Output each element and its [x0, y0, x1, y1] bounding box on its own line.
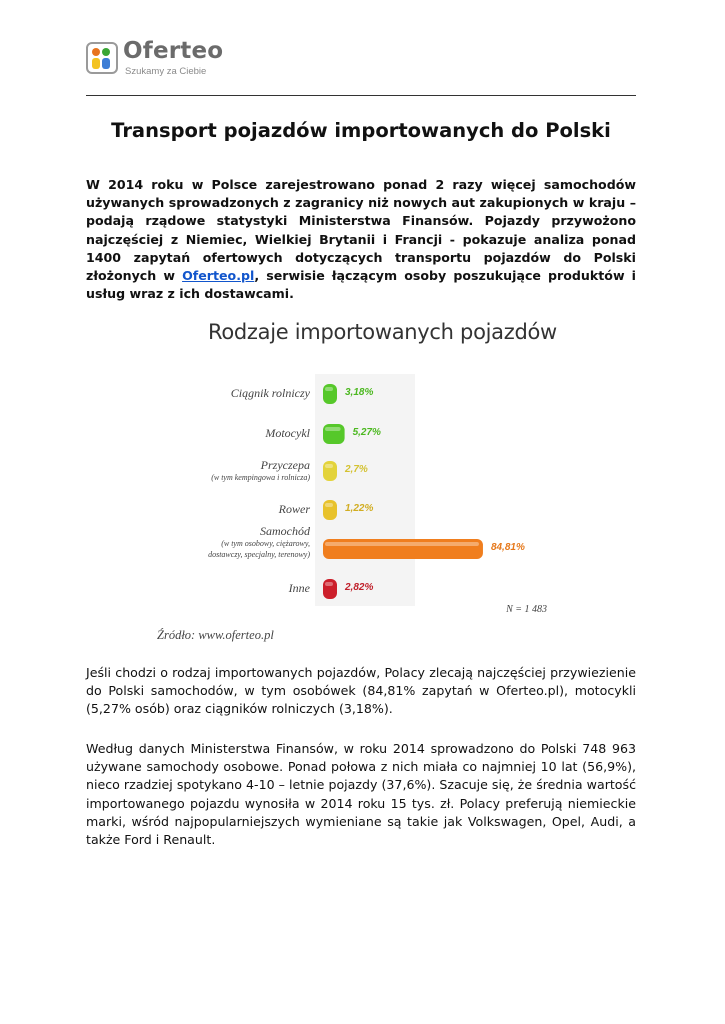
page-title: Transport pojazdów importowanych do Polski	[111, 119, 611, 142]
logo-tagline: Szukamy za Ciebie	[125, 66, 207, 77]
oferteo-link[interactable]: Oferteo.pl	[182, 268, 255, 284]
bar-value-label: 2,7%	[345, 464, 368, 475]
logo-people-icon	[86, 42, 118, 74]
bar-0	[323, 384, 337, 404]
bar-3	[323, 500, 337, 520]
paragraph-2: Według danych Ministerstwa Finansów, w roku 2014 sprowadzono do Polski 748 963 używane samochody osobowe. Ponad połowa z nich miała co najmniej 10 lat (56,9%), nieco rzadziej spotykano 4-10 – letnie pojazdy (37,6%). Szacuje się, że średnia wartość importowanego pojazdu wynosiła w 2014 roku 15 tys. zł. Polacy preferują niemieckie marki, wśród najpopularniejszych wymieniane są takie jak Volkswagen, Opel, Audi, a także Ford i Renault.	[86, 741, 636, 848]
bar-value-label: 84,81%	[490, 542, 525, 553]
lead-text-before: W 2014 roku w Polsce zarejestrowano ponad 2 razy więcej samochodów używanych sprowadzonych z zagranicy niż nowych aut zakupionych w kraju – podają rządowe statystyki Ministerstwa Finansów. Pojazdy przywożono najczęściej z Niemiec, Wielkiej Brytanii i Francji - pokazuje analiza ponad 1400 zapytań ofertowych dotyczących transportu pojazdów do Polski złożonych w	[86, 177, 636, 284]
logo-name: Oferteo	[123, 38, 224, 64]
category-label: Motocykl	[265, 426, 310, 440]
vehicle-types-chart	[145, 314, 565, 654]
lead-paragraph	[86, 176, 636, 303]
oferteo-logo	[86, 38, 246, 78]
chart-background-panel	[315, 374, 415, 606]
category-label: Inne	[288, 581, 310, 595]
bar-value-label: 3,18%	[345, 387, 374, 398]
chart-sample-size: N = 1 483	[506, 604, 547, 615]
chart-canvas	[145, 314, 565, 654]
category-label: Ciągnik rolniczy	[230, 386, 310, 400]
bar-value-label: 5,27%	[352, 427, 381, 438]
bar-2	[323, 461, 337, 481]
lead-text-after: , serwisie łączącym osoby poszukujące produktów i usług wraz z ich dostawcami.	[86, 268, 636, 302]
category-label: Rower	[278, 502, 310, 516]
header-divider	[86, 95, 636, 96]
bar-4	[323, 539, 483, 559]
category-label: Przyczepa (w tym kempingowa i rolnicza)	[211, 458, 310, 482]
bar-value-label: 1,22%	[345, 503, 374, 514]
bar-value-label: 2,82%	[345, 582, 374, 593]
category-label: Samochód (w tym osobowy, ciężarowy, dostawczy, specjalny, terenowy)	[208, 524, 310, 559]
paragraph-1: Jeśli chodzi o rodzaj importowanych pojazdów, Polacy zlecają najczęściej przywiezienie do Polski samochodów, w tym osobówek (84,81% zapytań w Oferteo.pl), motocykli (5,27% osób) oraz ciągników rolniczych (3,18%).	[86, 665, 636, 717]
bar-1	[323, 424, 345, 444]
bar-5	[323, 579, 337, 599]
chart-source: Źródło: www.oferteo.pl	[157, 628, 274, 642]
chart-title: Rodzaje importowanych pojazdów	[208, 320, 557, 344]
